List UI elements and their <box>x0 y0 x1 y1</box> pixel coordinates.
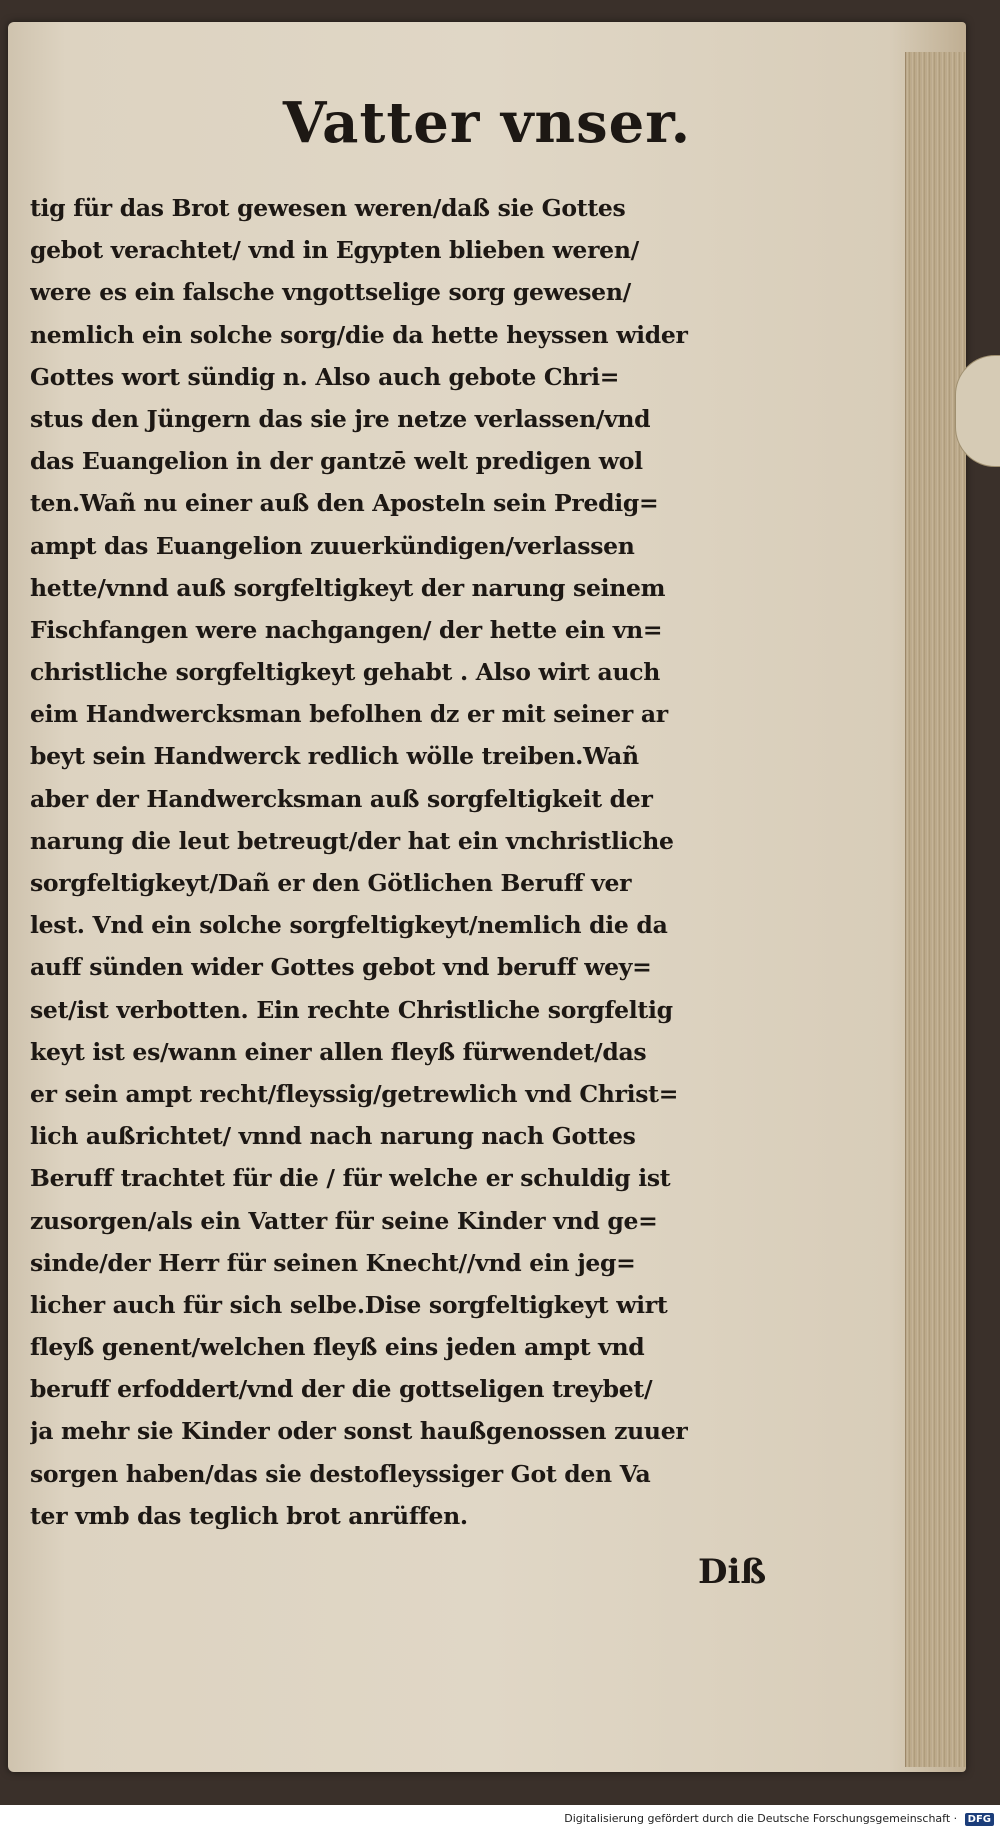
text-line: were es ein falsche vngottselige sorg gewesen/ <box>30 278 631 307</box>
text-line: aber der Handwercksman auß sorgfeltigkeit der <box>30 784 653 813</box>
footer-band <box>0 1805 1000 1830</box>
text-line: gebot verachtet/ vnd in Egypten blieben weren/ <box>30 236 639 265</box>
text-line: sorgen haben/das sie destofleyssiger Got den Va <box>30 1459 651 1488</box>
text-line: Beruff trachtet für die / für welche er schuldig ist <box>30 1164 671 1193</box>
text-line: Gottes wort sündig n. Also auch gebote Chri= <box>30 362 620 391</box>
text-line: sinde/der Herr für seinen Knecht//vnd ein jeg= <box>30 1248 636 1277</box>
text-line: ampt das Euangelion zuuerkündigen/verlassen <box>30 531 635 560</box>
text-line: eim Handwercksman befolhen dz er mit seiner ar <box>30 700 668 729</box>
text-line: ja mehr sie Kinder oder sonst haußgenossen zuuer <box>30 1417 688 1446</box>
text-line: auff sünden wider Gottes gebot vnd beruff wey= <box>30 953 652 982</box>
dfg-logo: DFG <box>965 1813 994 1826</box>
text-line: zusorgen/als ein Vatter für seine Kinder vnd ge= <box>30 1206 658 1235</box>
text-line: beyt sein Handwerck redlich wölle treiben.Wañ <box>30 742 639 771</box>
text-line: hette/vnnd auß sorgfeltigkeyt der narung seinem <box>30 573 666 602</box>
page-header: Vatter vnser. <box>282 90 692 156</box>
text-line: licher auch für sich selbe.Dise sorgfeltigkeyt wirt <box>30 1290 668 1319</box>
text-line: sorgfeltigkeyt/Dañ er den Götlichen Beruff ver <box>30 869 632 897</box>
digitization-credit <box>564 1812 994 1826</box>
text-line: keyt ist es/wann einer allen fleyß fürwendet/das <box>30 1037 647 1066</box>
text-line: set/ist verbotten. Ein rechte Christliche sorgfeltig <box>30 995 673 1024</box>
text-line: Fischfangen were nachgangen/ der hette ein vn= <box>30 615 663 644</box>
text-line: beruff erfoddert/vnd der die gottseligen treybet/ <box>30 1375 653 1404</box>
text-line: er sein ampt recht/fleyssig/getrewlich vnd Christ= <box>30 1079 679 1108</box>
text-line: das Euangelion in der gantzē welt predigen wol <box>30 447 643 476</box>
text-line: christliche sorgfeltigkeyt gehabt . Also wirt auch <box>30 658 661 687</box>
text-line: lich außrichtet/ vnnd nach narung nach Gottes <box>30 1122 636 1151</box>
text-line: nemlich ein solche sorg/die da hette heyssen wider <box>30 320 688 349</box>
book-clasp <box>955 355 1000 467</box>
book-page <box>8 22 966 1772</box>
text-line: fleyß genent/welchen fleyß eins jeden ampt vnd <box>30 1333 645 1362</box>
page-edge <box>905 52 966 1767</box>
text-line: narung die leut betreugt/der hat ein vnchristliche <box>30 826 674 855</box>
catchword: Diß <box>698 1552 767 1592</box>
body-text <box>30 187 795 1537</box>
text-line: ten.Wañ nu einer auß den Aposteln sein Predig= <box>30 489 659 518</box>
credit-text: Digitalisierung gefördert durch die Deutsche Forschungsgemeinschaft · <box>564 1812 958 1825</box>
text-line: stus den Jüngern das sie jre netze verlassen/vnd <box>30 404 651 433</box>
text-line: ter vmb das teglich brot anrüffen. <box>30 1501 468 1530</box>
text-line: tig für das Brot gewesen weren/daß sie Gottes <box>30 194 626 222</box>
text-line: lest. Vnd ein solche sorgfeltigkeyt/nemlich die da <box>30 911 668 940</box>
